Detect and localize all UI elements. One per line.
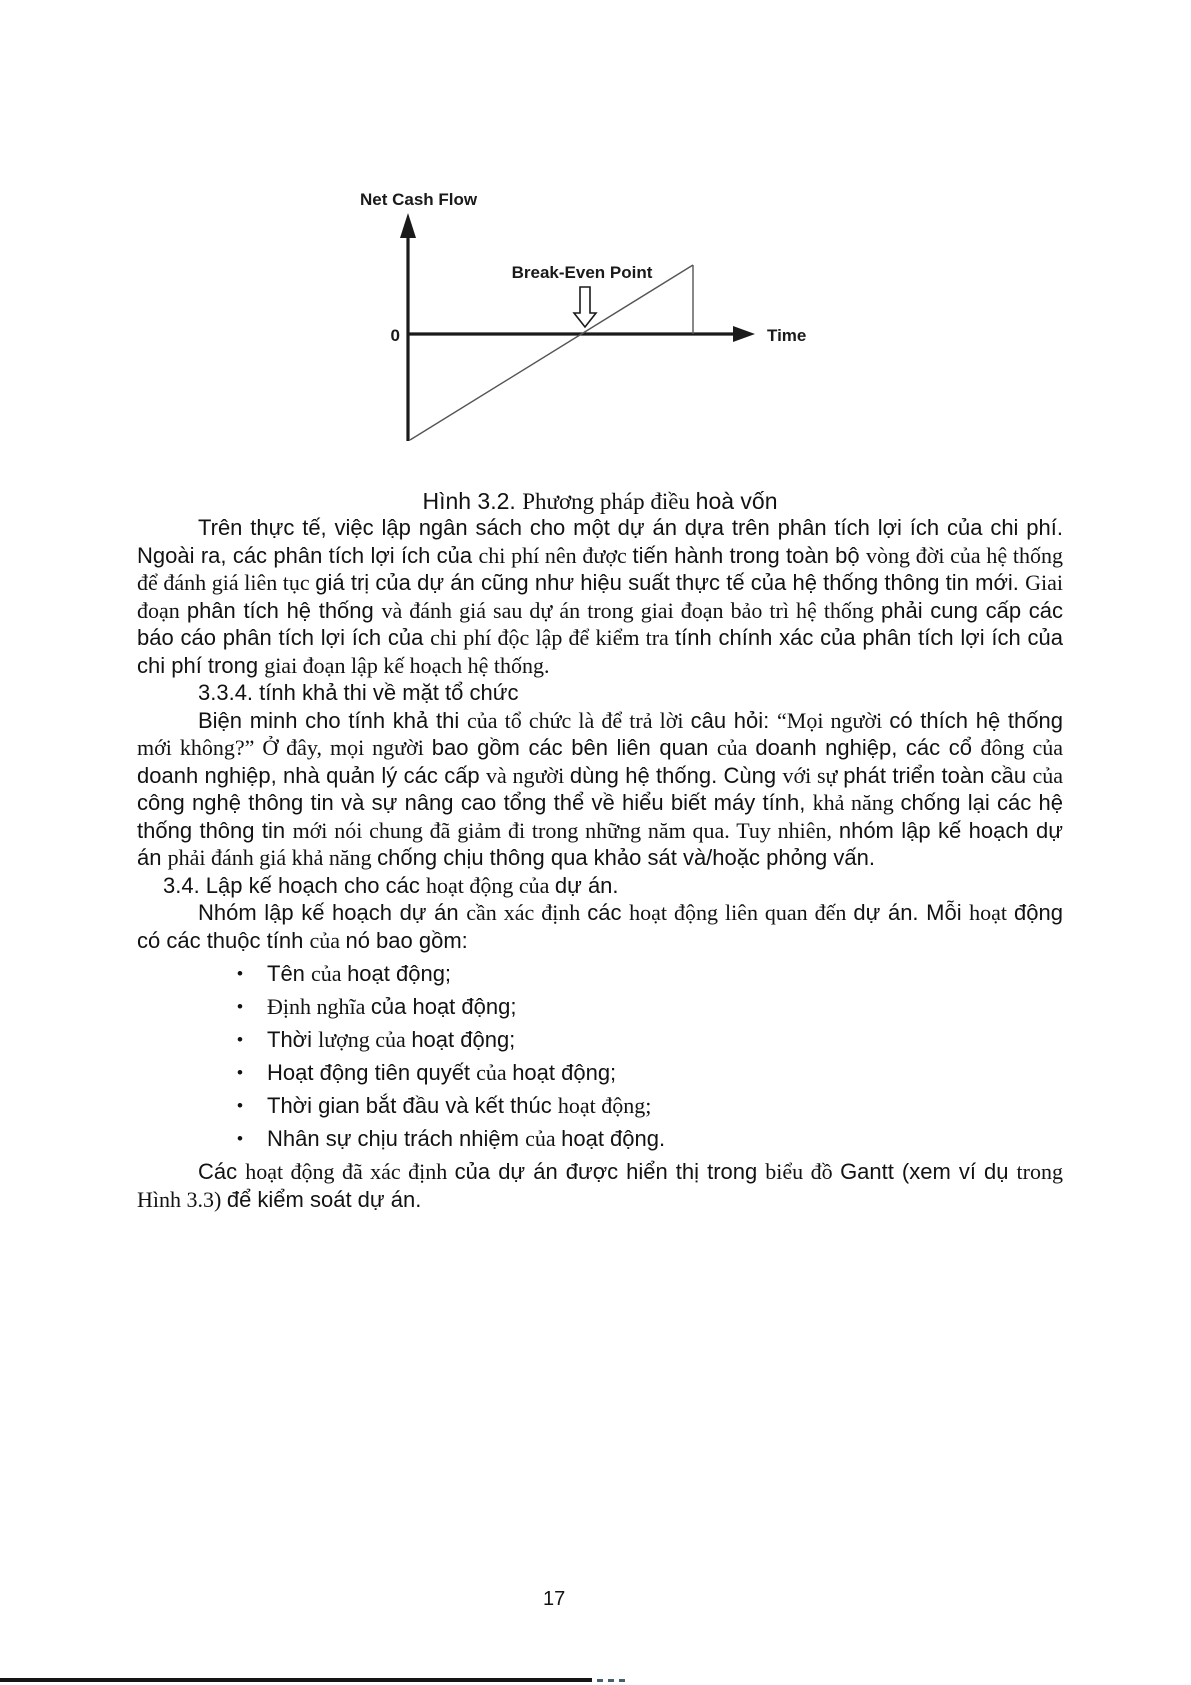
text-run: nhóm lập kế hoạch dự án <box>137 817 1063 870</box>
x-axis-label: Time <box>767 326 807 345</box>
text-run: giai đoạn lập kế hoạch hệ thống. <box>264 652 550 678</box>
text-run: bao gồm các bên liên quan <box>431 735 717 760</box>
text-run: hoạt <box>969 900 1015 925</box>
text-run: của <box>311 961 348 986</box>
heading-3-4 <box>137 872 1063 900</box>
text-run: vòng đời của hệ thống để đánh giá liên tục <box>137 542 1064 595</box>
text-run: mới nói chung đã giảm đi trong những năm qua. Tuy nhiên, <box>292 817 839 843</box>
text-run: hoà vốn <box>695 488 778 514</box>
cash-flow-line <box>410 265 693 440</box>
bullet-icon: • <box>237 1129 243 1148</box>
text-run: lượng của <box>318 1027 412 1052</box>
list-item <box>137 957 1063 990</box>
text-run: động có các thuộc tính <box>137 900 1063 953</box>
text-run: biểu đồ <box>765 1159 841 1184</box>
text-run: hoạt động đã xác định <box>245 1159 455 1184</box>
text-run: của <box>309 927 346 953</box>
cut-off-artifact <box>619 1679 625 1682</box>
text-run: và người <box>486 762 570 788</box>
text-run: Nhân sự chịu trách nhiệm <box>267 1126 526 1151</box>
text-run: giá trị của dự án cũng như hiệu suất thực tế của hệ thống thông tin mới. <box>315 570 1026 595</box>
text-run: chống lại các hệ thống thông tin <box>137 790 1063 843</box>
text-run: có thích hệ thống <box>889 707 1063 733</box>
text-run: hoạt động; <box>557 1093 652 1118</box>
cut-off-artifact <box>608 1679 614 1682</box>
text-run: của tổ chức là để trả lời <box>466 707 691 733</box>
text-run: của <box>716 735 756 760</box>
text-run: để kiểm soát dự án. <box>226 1186 422 1212</box>
heading-3-3-4 <box>137 679 1063 707</box>
text-run: Hoạt động tiên quyết <box>267 1060 477 1085</box>
para-gantt <box>137 1158 1063 1213</box>
text-run: hoạt động liên quan đến <box>629 900 854 925</box>
document-body <box>137 514 1063 1213</box>
text-run: phải cung cấp các báo cáo phân tích lợi ích của <box>137 597 1064 650</box>
origin-label: 0 <box>390 326 400 345</box>
text-run: cần xác định <box>466 900 588 925</box>
text-run: của <box>525 1126 562 1151</box>
text-run: “Mọi người <box>777 707 890 733</box>
text-run: dự án. Mỗi <box>853 900 970 925</box>
text-run: hoạt động của <box>425 872 555 898</box>
text-run: 3.4. Lập kế hoạch cho các <box>163 872 426 898</box>
text-run: Nhóm lập kế hoạch dự án <box>198 900 467 925</box>
bullet-icon: • <box>237 997 243 1016</box>
text-run: Thời gian bắt đầu và kết thúc <box>267 1093 558 1118</box>
bullet-icon: • <box>237 1030 243 1049</box>
text-run: với sự <box>782 762 844 788</box>
text-run: phân tích hệ thống <box>186 597 382 623</box>
text-run: hoạt động. <box>561 1126 666 1151</box>
text-run: doanh nghiệp, nhà quản lý các cấp <box>137 762 487 788</box>
text-run: khả năng <box>812 790 901 815</box>
text-run: trong Hình 3.3) <box>137 1159 1063 1212</box>
text-run: chống chịu thông qua khảo sát và/hoặc phỏng vấn. <box>377 845 875 870</box>
text-run: doanh nghiệp, các cổ <box>755 735 981 760</box>
text-run: Tên <box>267 961 312 986</box>
text-run: dự án. <box>554 872 619 898</box>
figure-caption <box>137 487 1063 516</box>
text-run: chi phí độc lập để kiểm tra <box>430 625 676 650</box>
text-run: hoạt động; <box>347 961 452 986</box>
page-number: 17 <box>543 1588 566 1610</box>
list-item <box>137 1056 1063 1089</box>
text-run: Giai đoạn <box>137 570 1063 623</box>
text-run: Định nghĩa <box>267 994 371 1019</box>
para-activities-intro <box>137 899 1063 954</box>
text-run: các <box>587 900 630 925</box>
text-run: Gantt (xem ví dụ <box>840 1159 1017 1184</box>
break-even-chart <box>330 165 830 455</box>
break-even-arrow-icon <box>574 287 596 327</box>
text-run: câu hỏi: <box>690 707 777 733</box>
bullet-icon: • <box>237 964 243 983</box>
list-item <box>137 1023 1063 1056</box>
text-run: nó bao gồm: <box>345 927 468 953</box>
list-item <box>137 990 1063 1023</box>
bullet-icon: • <box>237 1063 243 1082</box>
bottom-edge-line <box>0 1678 592 1682</box>
list-item <box>137 1122 1063 1155</box>
break-even-label: Break-Even Point <box>511 263 653 282</box>
text-run: của hoạt động; <box>370 994 517 1019</box>
text-run: Trên thực tế, việc lập ngân sách cho một dự án dựa trên phân tích lợi ích của chi phí. Ngoài ra, các phân tích lợi ích của <box>137 515 1063 568</box>
text-run: Biện minh cho tính khả thi <box>198 707 467 733</box>
text-run: của <box>1032 762 1064 788</box>
list-item <box>137 1089 1063 1122</box>
text-run: của dự án được hiển thị trong <box>454 1159 766 1184</box>
text-run: dùng hệ thống. Cùng <box>569 762 783 788</box>
text-run: chi phí nên được <box>478 542 633 568</box>
text-run: 3.3.4. tính khả thi về mặt tổ chức <box>198 680 519 705</box>
y-axis-label: Net Cash Flow <box>360 190 478 209</box>
text-run: hoạt động; <box>411 1027 516 1052</box>
x-axis-arrow-icon <box>733 326 755 342</box>
text-run: Thời <box>267 1027 319 1052</box>
text-run: phát triển toàn cầu <box>843 762 1033 788</box>
text-run: tiến hành trong toàn bộ <box>632 542 866 568</box>
break-even-chart-svg <box>330 165 830 455</box>
text-run: và đánh giá sau dự án trong giai đoạn bảo trì hệ thống <box>381 597 881 623</box>
text-run: của <box>476 1060 513 1085</box>
text-run: phải đánh giá khả năng <box>167 845 378 870</box>
text-run: công nghệ thông tin và sự nâng cao tổng thể về hiểu biết máy tính, <box>137 790 813 815</box>
text-run: hoạt động; <box>512 1060 617 1085</box>
text-run: Phương pháp điều <box>522 489 696 514</box>
text-run: Các <box>198 1159 246 1184</box>
para-organizational-feasibility <box>137 707 1063 872</box>
cut-off-artifact <box>597 1679 603 1682</box>
para-budget-analysis <box>137 514 1063 679</box>
text-run: mới không?” Ở đây, mọi người <box>137 735 432 760</box>
activity-attributes-list <box>137 957 1063 1155</box>
text-run: Hình 3.2. <box>422 488 523 514</box>
bullet-icon: • <box>237 1096 243 1115</box>
text-run: đông của <box>980 735 1064 760</box>
y-axis-arrow-icon <box>400 213 416 238</box>
text-run: tính chính xác của phân tích lợi ích của chi phí trong <box>137 625 1063 678</box>
